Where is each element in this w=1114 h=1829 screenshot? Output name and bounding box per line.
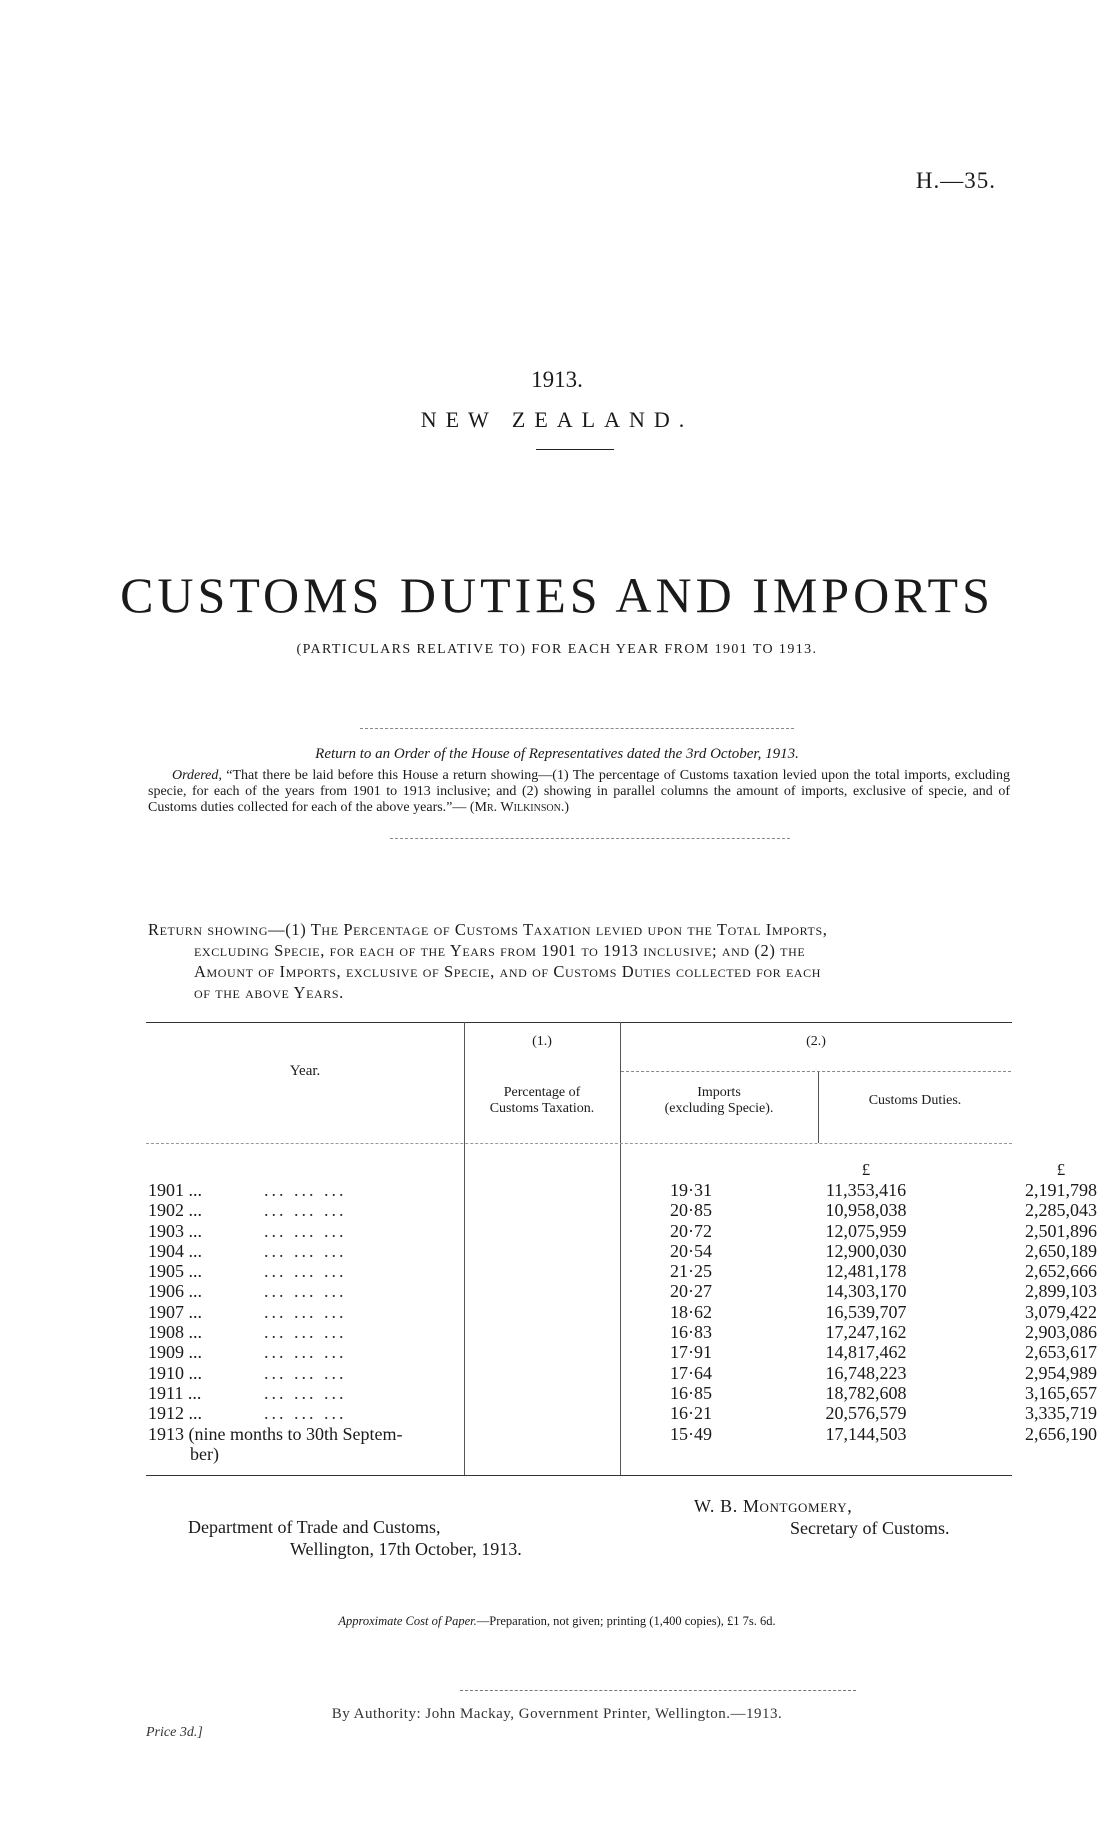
cost-label: Approximate Cost of Paper. [338,1614,477,1628]
table-subheader-rule [621,1071,1011,1072]
row-imports: 18,782,608 [825,1382,907,1403]
row-percentage: 17·91 [670,1342,712,1363]
document-year: 1913. [531,367,583,392]
leader-dots: ... ... ... [264,1220,347,1241]
printer-authority: By Authority: John Mackay, Government Printer, Wellington.—1913. [331,1706,783,1722]
row-duties: 2,191,798 [1025,1180,1097,1200]
row-duties: 3,335,719 [1025,1403,1097,1424]
row-imports: 14,303,170 [825,1281,907,1302]
row-year: 1911 ... [148,1382,202,1403]
leader-dots: ... ... ... [264,1281,347,1302]
column-header-percentage-line2: Customs Taxation. [489,1101,595,1116]
currency-duties: £ [1056,1160,1066,1179]
row-percentage: 16·83 [670,1322,712,1343]
leader-dots: ... ... ... [264,1261,347,1282]
row-imports: 12,900,030 [825,1240,907,1261]
row-imports: 12,075,959 [825,1220,907,1241]
ordered-text: “That there be laid before this House a return showing—(1) The percentage of Customs taxation levied upon the total imports, excluding specie, for each of the years from 1901 to 1913 inclusive; and (2) showing in parallel columns the amount of imports, exclusive of specie, and of Customs duties collected for each of the above years.”— [148,768,1011,815]
ordered-label: Ordered, [172,768,222,783]
return-heading-line4: of the above Years. [194,983,344,1002]
row-percentage: 20·85 [670,1200,712,1221]
row-percentage: 18·62 [670,1301,712,1322]
row-duties: 3,165,657 [1025,1382,1097,1403]
currency-row [146,1160,1066,1180]
row-duties: 2,501,896 [1025,1220,1097,1241]
return-heading-line2: excluding Specie, for each of the Years from 1901 to 1913 inclusive; and (2) the [194,941,806,960]
row-percentage: 15·49 [670,1423,712,1444]
ordered-mover: (Mr. Wilkinson.) [469,800,570,815]
ordered-paragraph [148,768,1010,816]
leader-dots: ... ... ... [264,1403,347,1424]
row-year: 1908 ... [148,1322,202,1343]
row-year: 1912 ... [148,1403,202,1424]
row-percentage: 16·85 [670,1382,712,1403]
leader-dots: ... ... ... [264,1200,347,1221]
row-year: 1906 ... [148,1281,202,1302]
return-divider-bottom [390,838,790,839]
leader-dots: ... ... ... [264,1322,347,1343]
row-imports: 16,748,223 [825,1362,907,1383]
table-body [146,1180,1097,1464]
document-reference: H.—35. [915,168,996,193]
column-header-imports [620,1085,818,1117]
row-duties: 2,899,103 [1025,1281,1097,1302]
row-imports: 17,144,503 [825,1423,907,1444]
cost-note [0,1614,1114,1629]
row-percentage: 19·31 [670,1180,712,1200]
row-imports: 10,958,038 [825,1200,907,1221]
row-duties: 2,656,190 [1025,1423,1097,1444]
row-imports: 20,576,579 [825,1403,907,1424]
row-year: 1905 ... [148,1261,202,1282]
leader-dots: ... ... ... [264,1342,347,1363]
row-year: 1907 ... [148,1301,202,1322]
page-subtitle: (PARTICULARS RELATIVE TO) FOR EACH YEAR FROM 1901 TO 1913. [296,642,818,657]
country-heading: NEW ZEALAND. [420,407,694,432]
row-year: 1903 ... [148,1220,202,1241]
leader-dots: ... ... ... [264,1301,347,1322]
row-imports: 17,247,162 [825,1322,907,1343]
table-row [146,1342,1097,1363]
return-heading [148,919,1012,1003]
signatory-name: W. B. Montgomery, [694,1496,853,1516]
row-year: 1904 ... [148,1240,202,1261]
return-divider-top [360,728,794,729]
row-year: 1909 ... [148,1342,202,1363]
row-year [148,1424,466,1465]
table-header-rule [146,1143,1012,1144]
footer-divider [460,1690,856,1691]
row-year: 1901 ... [148,1180,202,1200]
table-row [146,1220,1097,1241]
row-duties: 2,954,989 [1025,1362,1097,1383]
row-percentage: 20·72 [670,1220,712,1241]
row-percentage: 21·25 [670,1261,712,1282]
price-note: Price 3d.] [146,1725,203,1740]
table-row [146,1322,1097,1343]
row-duties: 2,653,617 [1025,1342,1097,1363]
column-header-imports-line2: (excluding Specie). [664,1101,774,1116]
column-header-year: Year. [289,1063,321,1079]
row-imports: 16,539,707 [825,1301,907,1322]
row-percentage: 20·54 [670,1240,712,1261]
page-title: CUSTOMS DUTIES AND IMPORTS [120,567,994,623]
signatory-title: Secretary of Customs. [790,1518,950,1538]
row-imports: 14,817,462 [825,1342,907,1363]
row-duties: 2,285,043 [1025,1200,1097,1221]
leader-dots: ... ... ... [264,1382,347,1403]
row-percentage: 17·64 [670,1362,712,1383]
table-row [146,1403,1097,1424]
table-row [146,1200,1097,1221]
row-year: 1910 ... [148,1362,202,1383]
row-year-line2: ber) [190,1443,219,1464]
table-row [146,1261,1097,1282]
row-duties: 2,903,086 [1025,1322,1097,1343]
row-duties: 2,652,666 [1025,1261,1097,1282]
column-header-imports-line1: Imports [697,1085,741,1100]
table-row [146,1180,1097,1200]
leader-dots: ... ... ... [264,1240,347,1261]
column-header-percentage [464,1085,620,1117]
column-header-duties: Customs Duties. [868,1093,962,1108]
table-row [146,1382,1097,1403]
row-year-line1: 1913 (nine months to 30th Septem- [148,1423,403,1444]
department-line1: Department of Trade and Customs, [188,1517,441,1537]
currency-imports: £ [861,1160,871,1179]
table-row [146,1301,1097,1322]
leader-dots: ... ... ... [264,1362,347,1383]
return-heading-line1: Return showing—(1) The Percentage of Customs Taxation levied upon the Total Imports, [148,920,828,939]
row-percentage: 20·27 [670,1281,712,1302]
row-imports: 11,353,416 [825,1180,907,1200]
column-header-percentage-line1: Percentage of [503,1085,581,1100]
department-line2: Wellington, 17th October, 1913. [290,1539,522,1559]
column-group-2: (2.) [806,1034,826,1049]
return-heading-line3: Amount of Imports, exclusive of Specie, and of Customs Duties collected for each [194,962,822,981]
table-row [146,1240,1097,1261]
row-imports: 12,481,178 [825,1261,907,1282]
table-top-rule [146,1022,1012,1023]
row-duties: 3,079,422 [1025,1301,1097,1322]
return-order-line: Return to an Order of the House of Representatives dated the 3rd October, 1913. [315,746,799,762]
table-row-last [146,1423,1097,1464]
row-duties: 2,650,189 [1025,1240,1097,1261]
table-row [146,1281,1097,1302]
table-row [146,1362,1097,1383]
title-divider [536,449,614,450]
table-bottom-rule [146,1475,1012,1476]
leader-dots: ... ... ... [264,1180,347,1200]
row-year: 1902 ... [148,1200,202,1221]
cost-text: —Preparation, not given; printing (1,400 copies), £1 7s. 6d. [476,1614,776,1628]
column-group-1: (1.) [532,1034,552,1049]
row-percentage: 16·21 [670,1403,712,1424]
